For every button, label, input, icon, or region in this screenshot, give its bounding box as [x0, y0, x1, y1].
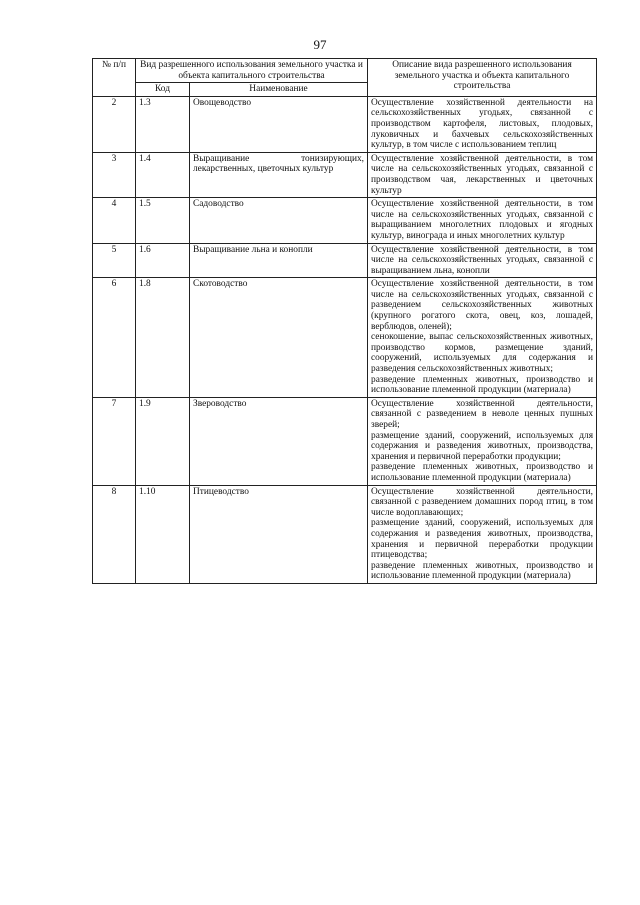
description-paragraph: Осуществление хозяйственной деятельности на сельскохозяйственных угодьях, связанной с производством картофеля, листовых, плодовых, луковичных и бахчевых сельскохозяйственных культур, в том числе с использованием теплиц	[371, 97, 594, 151]
row-description	[368, 243, 597, 278]
table-row	[93, 243, 597, 278]
land-use-table	[92, 58, 597, 584]
row-name: Выращивание льна и конопли	[190, 243, 368, 278]
description-paragraph: Осуществление хозяйственной деятельности, связанной с разведением домашних пород птиц, в том числе водоплавающих;	[371, 486, 594, 518]
row-name: Садоводство	[190, 198, 368, 243]
row-name: Скотоводство	[190, 278, 368, 398]
table-body	[93, 96, 597, 583]
row-name: Звероводство	[190, 397, 368, 485]
row-number: 3	[93, 152, 136, 197]
row-name: Выращивание тонизирующих, лекарственных, цветочных культур	[190, 152, 368, 197]
row-number: 8	[93, 485, 136, 583]
row-description	[368, 96, 597, 152]
row-code: 1.3	[136, 96, 190, 152]
description-paragraph: размещение зданий, сооружений, используемых для содержания и разведения животных, производства, хранения и первичной переработки продукции;	[371, 430, 594, 462]
row-code: 1.5	[136, 198, 190, 243]
row-description	[368, 198, 597, 243]
row-name: Овощеводство	[190, 96, 368, 152]
table-row	[93, 152, 597, 197]
description-paragraph: размещение зданий, сооружений, используемых для содержания и разведения животных, производства, хранения и первичной переработки продукции птицеводства;	[371, 518, 594, 561]
table-row	[93, 397, 597, 485]
description-paragraph: разведение племенных животных, производство и использование племенной продукции (материала)	[371, 462, 594, 483]
header-vid: Вид разрешенного использования земельного участка и объекта капитального строительства	[136, 59, 368, 83]
row-code: 1.10	[136, 485, 190, 583]
description-paragraph: Осуществление хозяйственной деятельности, связанной с разведением в неволе ценных пушных зверей;	[371, 398, 594, 430]
description-paragraph: Осуществление хозяйственной деятельности, в том числе на сельскохозяйственных угодьях, связанной с производством чая, лекарственных и цветочных культур	[371, 153, 594, 196]
page-number: 97	[313, 37, 327, 52]
row-description	[368, 278, 597, 398]
description-paragraph: Осуществление хозяйственной деятельности, в том числе на сельскохозяйственных угодьях, связанной с выращиванием многолетних плодовых и ягодных культур, винограда и иных многолетних культур	[371, 199, 594, 241]
row-number: 4	[93, 198, 136, 243]
header-num: № п/п	[93, 59, 136, 97]
description-paragraph: Осуществление хозяйственной деятельности, в том числе на сельскохозяйственных угодьях, связанной с разведением сельскохозяйственных животных (крупного рогатого скота, овец, коз, лошадей, верблюдов, оленей);	[371, 279, 594, 332]
table-row	[93, 278, 597, 398]
row-code: 1.8	[136, 278, 190, 398]
row-number: 7	[93, 397, 136, 485]
table-row	[93, 198, 597, 243]
row-description	[368, 485, 597, 583]
table-row	[93, 485, 597, 583]
row-number: 2	[93, 96, 136, 152]
row-number: 6	[93, 278, 136, 398]
row-number: 5	[93, 243, 136, 278]
header-desc: Описание вида разрешенного использования земельного участка и объекта капитального строительства	[368, 59, 597, 97]
description-paragraph: Осуществление хозяйственной деятельности, в том числе на сельскохозяйственных угодьях, связанной с выращиванием льна, конопли	[371, 244, 594, 276]
row-description	[368, 397, 597, 485]
row-code: 1.9	[136, 397, 190, 485]
table-row	[93, 96, 597, 152]
row-code: 1.4	[136, 152, 190, 197]
description-paragraph: сенокошение, выпас сельскохозяйственных животных, производство кормов, размещение зданий, сооружений, используемых для содержания и разведения сельскохозяйственных животных;	[371, 332, 594, 375]
row-name: Птицеводство	[190, 485, 368, 583]
header-code: Код	[136, 83, 190, 97]
description-paragraph: разведение племенных животных, производство и использование племенной продукции (материала)	[371, 560, 594, 582]
row-code: 1.6	[136, 243, 190, 278]
row-description	[368, 152, 597, 197]
description-paragraph: разведение племенных животных, производство и использование племенной продукции (материала)	[371, 374, 594, 396]
header-name: Наименование	[190, 83, 368, 97]
